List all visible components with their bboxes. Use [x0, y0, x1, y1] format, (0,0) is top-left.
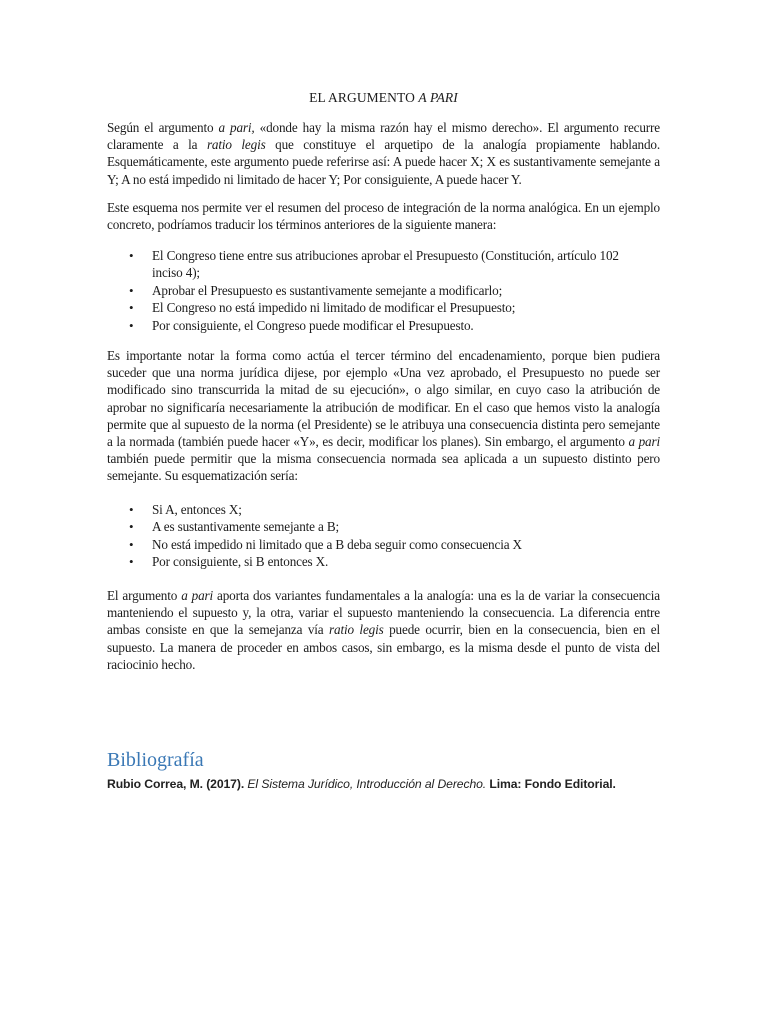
paragraph-4 — [107, 587, 660, 673]
p4-text-3: puede ocurrir, bien en la consecuencia, bien en el supuesto. La manera de proceder en ambos casos, sin embargo, es la misma desde el punto de vista del raciocinio hecho. — [107, 622, 660, 672]
p1-italic-2: ratio legis — [206, 137, 266, 153]
p1-text-3: que constituye el arquetipo de la analogía propiamente hablando. Esquemáticamente, este argumento puede referirse así: A puede hacer X; X es sustantivamente semejante a Y; A no está impedido ni limitado de hacer Y; Por consiguiente, A puede hacer Y. — [107, 137, 660, 187]
paragraph-2: Este esquema nos permite ver el resumen del proceso de integración de la norma analógica. En un ejemplo concreto, podríamos traducir los términos anteriores de la siguiente manera: — [107, 200, 660, 233]
list-item-continuation: inciso 4); — [152, 265, 200, 281]
p4-text-2: aporta dos variantes fundamentales a la analogía: una es la de variar la consecuencia manteniendo el supuesto y, la otra, variar el supuesto manteniendo la consecuencia. La diferencia entre ambas consiste en que la semejanza vía — [107, 588, 660, 638]
paragraph-3 — [107, 347, 660, 485]
bibliography-entry — [107, 777, 667, 791]
p1-text-2: «donde hay la misma razón hay el mismo derecho». El argumento recurre claramente a la — [107, 120, 660, 153]
p4-italic-1: a pari — [181, 588, 214, 603]
p3-text-1: Es importante notar la forma como actúa el tercer término del encadenamiento, porque bien pudiera suceder que una norma jurídica dijese, por ejemplo «Una vez aprobado, el Presupuesto no puede ser modificado sino transcurrida la mitad de su ejecución», o algo similar, en cuyo caso la atribución de aprobar no significaría necesariamente la atribución de modificar. En el caso que hemos visto la analogía permite que al supuesto de la norma (el Presidente) se le atribuya una consecuencia distinta pero semejante a la normada (también puede hacer «Y», es decir, modificar los planes). Sin embargo, el argumento — [107, 348, 660, 450]
title-italic: A PARI — [418, 90, 458, 105]
list-item: • Si A, entonces X; — [107, 501, 660, 518]
list-item: • Por consiguiente, el Congreso puede modificar el Presupuesto. — [107, 317, 660, 334]
page-title — [107, 90, 660, 106]
paragraph-1 — [107, 119, 660, 188]
list-item: • El Congreso no está impedido ni limitado de modificar el Presupuesto; — [107, 299, 660, 316]
p4-text-1: El argumento — [107, 588, 182, 603]
list-item — [107, 247, 660, 282]
bullet-list-1 — [107, 247, 660, 334]
list-item: • Aprobar el Presupuesto es sustantivamente semejante a modificarlo; — [107, 282, 660, 299]
bullet-list-2 — [107, 501, 660, 571]
p3-text-2: también puede permitir que la misma consecuencia normada sea aplicada a un supuesto distinto pero semejante. Su esquematización sería: — [107, 451, 660, 484]
list-item: • A es sustantivamente semejante a B; — [107, 518, 660, 535]
p1-italic-1: a pari, — [218, 120, 255, 135]
bib-author: Rubio Correa, M. (2017). — [107, 777, 248, 791]
title-main: EL ARGUMENTO — [309, 90, 419, 105]
list-item: • Por consiguiente, si B entonces X. — [107, 553, 660, 570]
p3-italic-1: a pari — [628, 434, 660, 450]
bib-publisher: Lima: Fondo Editorial. — [486, 777, 616, 791]
bib-work-title: El Sistema Jurídico, Introducción al Derecho. — [247, 777, 487, 791]
list-item-text: El Congreso tiene entre sus atribuciones aprobar el Presupuesto (Constitución, artículo 102 — [152, 248, 619, 263]
p1-text-1: Según el argumento — [107, 120, 219, 135]
p4-italic-2: ratio legis — [329, 622, 384, 638]
list-item: • No está impedido ni limitado que a B deba seguir como consecuencia X — [107, 536, 660, 553]
bibliography-heading: Bibliografía — [107, 749, 204, 771]
